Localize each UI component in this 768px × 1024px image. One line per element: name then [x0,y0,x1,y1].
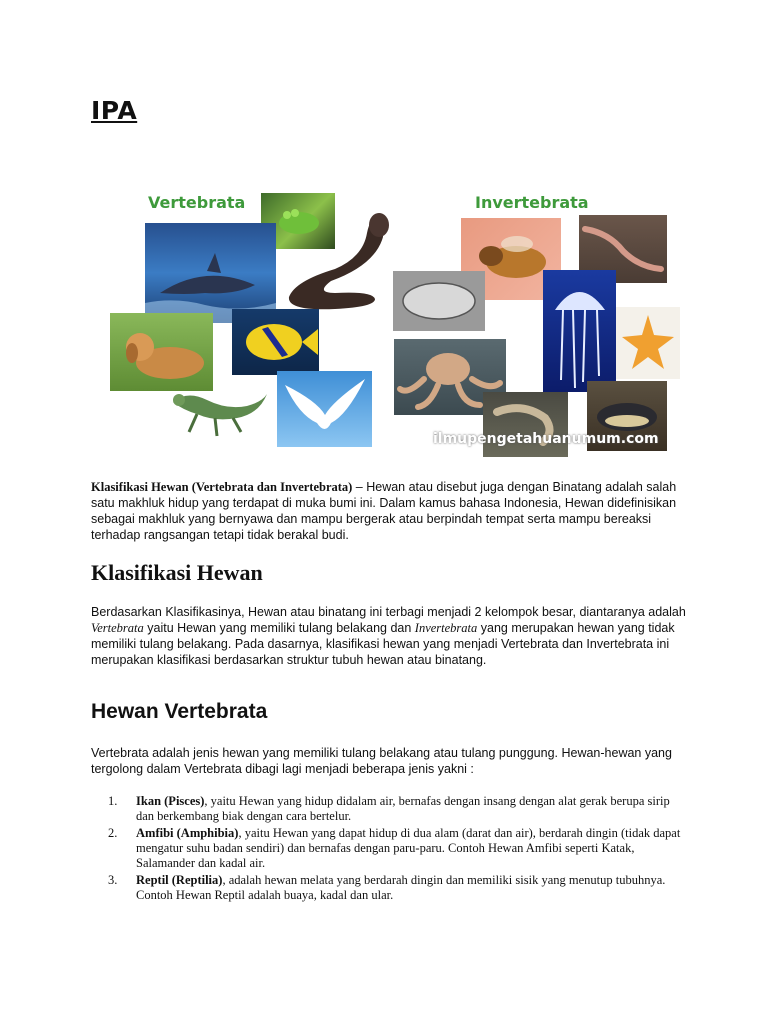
starfish-icon [616,307,680,379]
list-number: 1. [108,794,118,808]
klasifikasi-text-c: yang merupakan hewan yang tidak memiliki tulang belakang. Pada dasarnya, klasifikasi hewan yang menjadi Vertebrata dan Invertebrata ini merupakan klasifikasi berdasarkan struktur tubuh hewan atau binatang. [91,621,675,667]
iguana-icon [167,380,272,446]
jellyfish-photo [543,270,616,392]
starfish-photo [616,307,680,379]
klasifikasi-paragraph [91,604,691,668]
iguana-photo [167,380,272,446]
vertebrata-list [108,794,688,905]
dolphin-icon [145,223,276,323]
shrimp-icon [483,392,568,457]
list-item [108,826,688,871]
dolphin-photo [145,223,276,323]
intro-paragraph [91,479,691,543]
fish-icon [232,309,319,375]
list-number: 2. [108,826,118,840]
list-term: Amfibi (Amphibia) [136,826,239,840]
jellyfish-icon [543,270,616,392]
cobra-icon [275,207,395,313]
list-number: 3. [108,873,118,887]
list-item [108,794,688,824]
klasifikasi-text-b: yaitu Hewan yang memiliki tulang belakang dan [143,621,415,635]
intro-text: – Hewan atau disebut juga dengan Binatang adalah salah satu makhluk hidup yang terdapat di muka bumi ini. Dalam kamus bahasa Indonesia, Hewan didefinisikan sebagai makhluk yang bernyawa dan mampu bergerak atau berpindah tempat serta mampu bereaksi terhadap rangsangan tetapi tidak berakal budi. [91,480,677,542]
list-text: , yaitu Hewan yang hidup didalam air, bernafas dengan insang dengan alat gerak berupa sirip dan berkembang biak dengan cara bertelur. [136,794,670,823]
paramecium-icon [393,271,485,331]
shrimp-photo [483,392,568,457]
list-text: , yaitu Hewan yang dapat hidup di dua alam (darat dan air), berdarah dingin (tidak dapat mengatur suhu badan sendiri) dan bernafas dengan paru-paru. Contoh Hewan Amfibi seperti Katak, Salamander dan kadal air. [136,826,681,870]
invertebrata-caption: Invertebrata [475,193,589,212]
heading-hewan-vertebrata: Hewan Vertebrata [91,700,268,723]
list-item [108,873,688,903]
klasifikasi-text-a: Berdasarkan Klasifikasinya, Hewan atau binatang ini terbagi menjadi 2 kelompok besar, diantaranya adalah [91,605,686,619]
vertebrata-paragraph: Vertebrata adalah jenis hewan yang memiliki tulang belakang atau tulang punggung. Hewan-hewan yang tergolong dalam Vertebrata dibagi lagi menjadi beberapa jenis yakni : [91,746,672,776]
paramecium-photo [393,271,485,331]
list-term: Ikan (Pisces) [136,794,205,808]
dove-icon [277,371,372,447]
page-title: IPA [91,96,138,125]
vertebrata-caption: Vertebrata [148,193,246,212]
term-vertebrata: Vertebrata [91,621,144,635]
watermark-text: ilmupengetahuanumum.com [433,431,659,447]
fish-photo [232,309,319,375]
dove-photo [277,371,372,447]
heading-klasifikasi-hewan: Klasifikasi Hewan [91,560,263,585]
term-invertebrata: Invertebrata [414,621,478,635]
cobra-photo [275,207,395,313]
animal-collage-image [105,185,680,460]
intro-bold-term: Klasifikasi Hewan (Vertebrata dan Invertebrata) [91,480,353,494]
list-term: Reptil (Reptilia) [136,873,223,887]
list-text: , adalah hewan melata yang berdarah dingin dan memiliki sisik yang menutup tubuhnya. Contoh Hewan Reptil adalah buaya, kadal dan ular. [136,873,666,902]
